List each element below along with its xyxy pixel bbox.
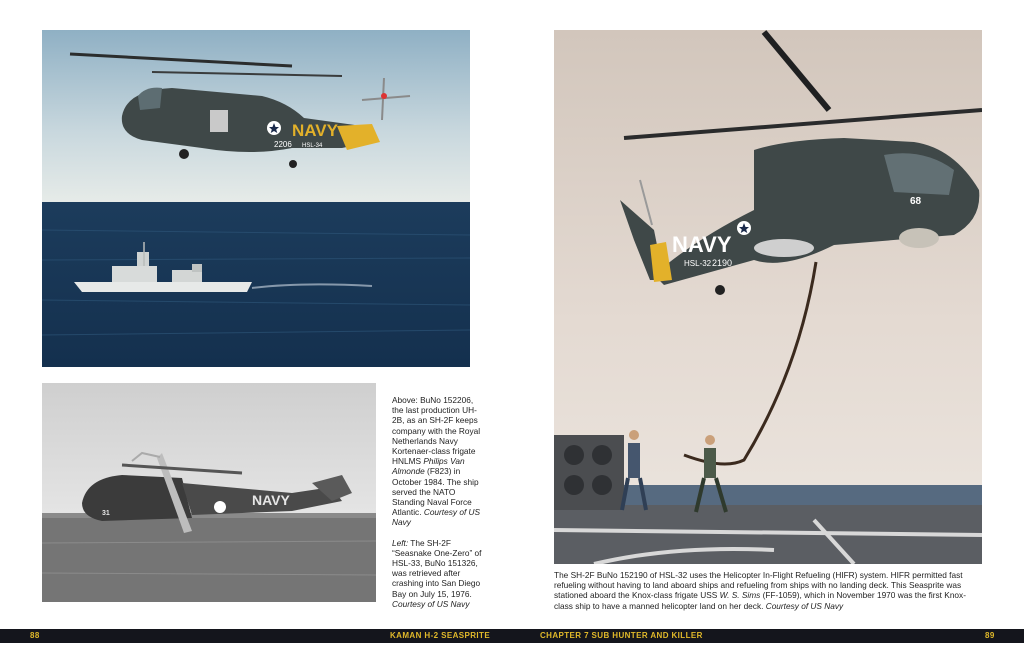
page-number-left: 88 [30,631,40,640]
caption-above-text-2: (F823) in October 1984. The ship served the NATO Standing Naval Force Atlantic. [392,466,479,518]
caption-right-text [554,570,984,611]
hifr-helicopter-service-marking: NAVY [672,232,732,257]
hifr-helicopter-buno-marking: 2190 [712,258,733,268]
photo-hifr-refueling [554,30,982,564]
caption-above-ship-name: Philips Van Almonde [392,456,465,477]
crashed-helicopter-service-marking: NAVY [252,492,290,508]
crashed-helicopter-modex: 31 [102,510,110,517]
caption-right-text-1: The SH-2F BuNo 152190 of HSL-32 uses the Helicopter In-Flight Refueling (HIFR) system. HIFR permitted fast refueling without having to land aboard ships and refueling from ships with no landing deck. This Seasprite was stationed aboard the Knox-class frigate USS [554,570,963,601]
book-title: KAMAN H-2 SEASPRITE [390,631,491,640]
photo-helicopter-and-frigate [42,30,470,367]
caption-right-ship-name: W. S. Sims [719,590,761,601]
photo-crashed-helicopter [42,383,376,602]
hifr-helicopter-modex: 68 [910,196,922,207]
caption-above [392,395,482,528]
chapter-title: CHAPTER 7 SUB HUNTER AND KILLER [540,631,703,640]
helicopter-buno-marking: 2206 [274,140,292,149]
caption-left-lead: Left: [392,537,409,548]
caption-right-text-2: (FF-1059), which in November 1970 was the first Knox-class ship to have a manned helicopter land on her deck. [554,590,966,611]
footer-bar [0,629,1024,643]
caption-right-credit: Courtesy of US Navy [765,600,844,611]
caption-above-text: Above: BuNo 152206, the last production UH-2B, as an SH-2F keeps company with the Royal Netherlands Navy Kortenaer-class frigate HNLMS [392,395,481,467]
helicopter-service-marking: NAVY [292,121,338,140]
caption-right [554,570,984,621]
caption-left-text: The SH-2F “Seasnake One-Zero” of HSL-33, BuNo 151326, was retrieved after crashing into San Diego Bay on July 15, 1976. [392,537,482,599]
hifr-helicopter-squadron-marking: HSL-32 [684,259,712,268]
caption-left-credit: Courtesy of US Navy [392,598,470,609]
caption-above-credit: Courtesy of US Navy [392,507,481,528]
helicopter-squadron-marking: HSL-34 [302,143,323,149]
caption-left-photo [392,538,482,609]
page-number-right: 89 [985,631,995,640]
caption-left [392,395,482,619]
